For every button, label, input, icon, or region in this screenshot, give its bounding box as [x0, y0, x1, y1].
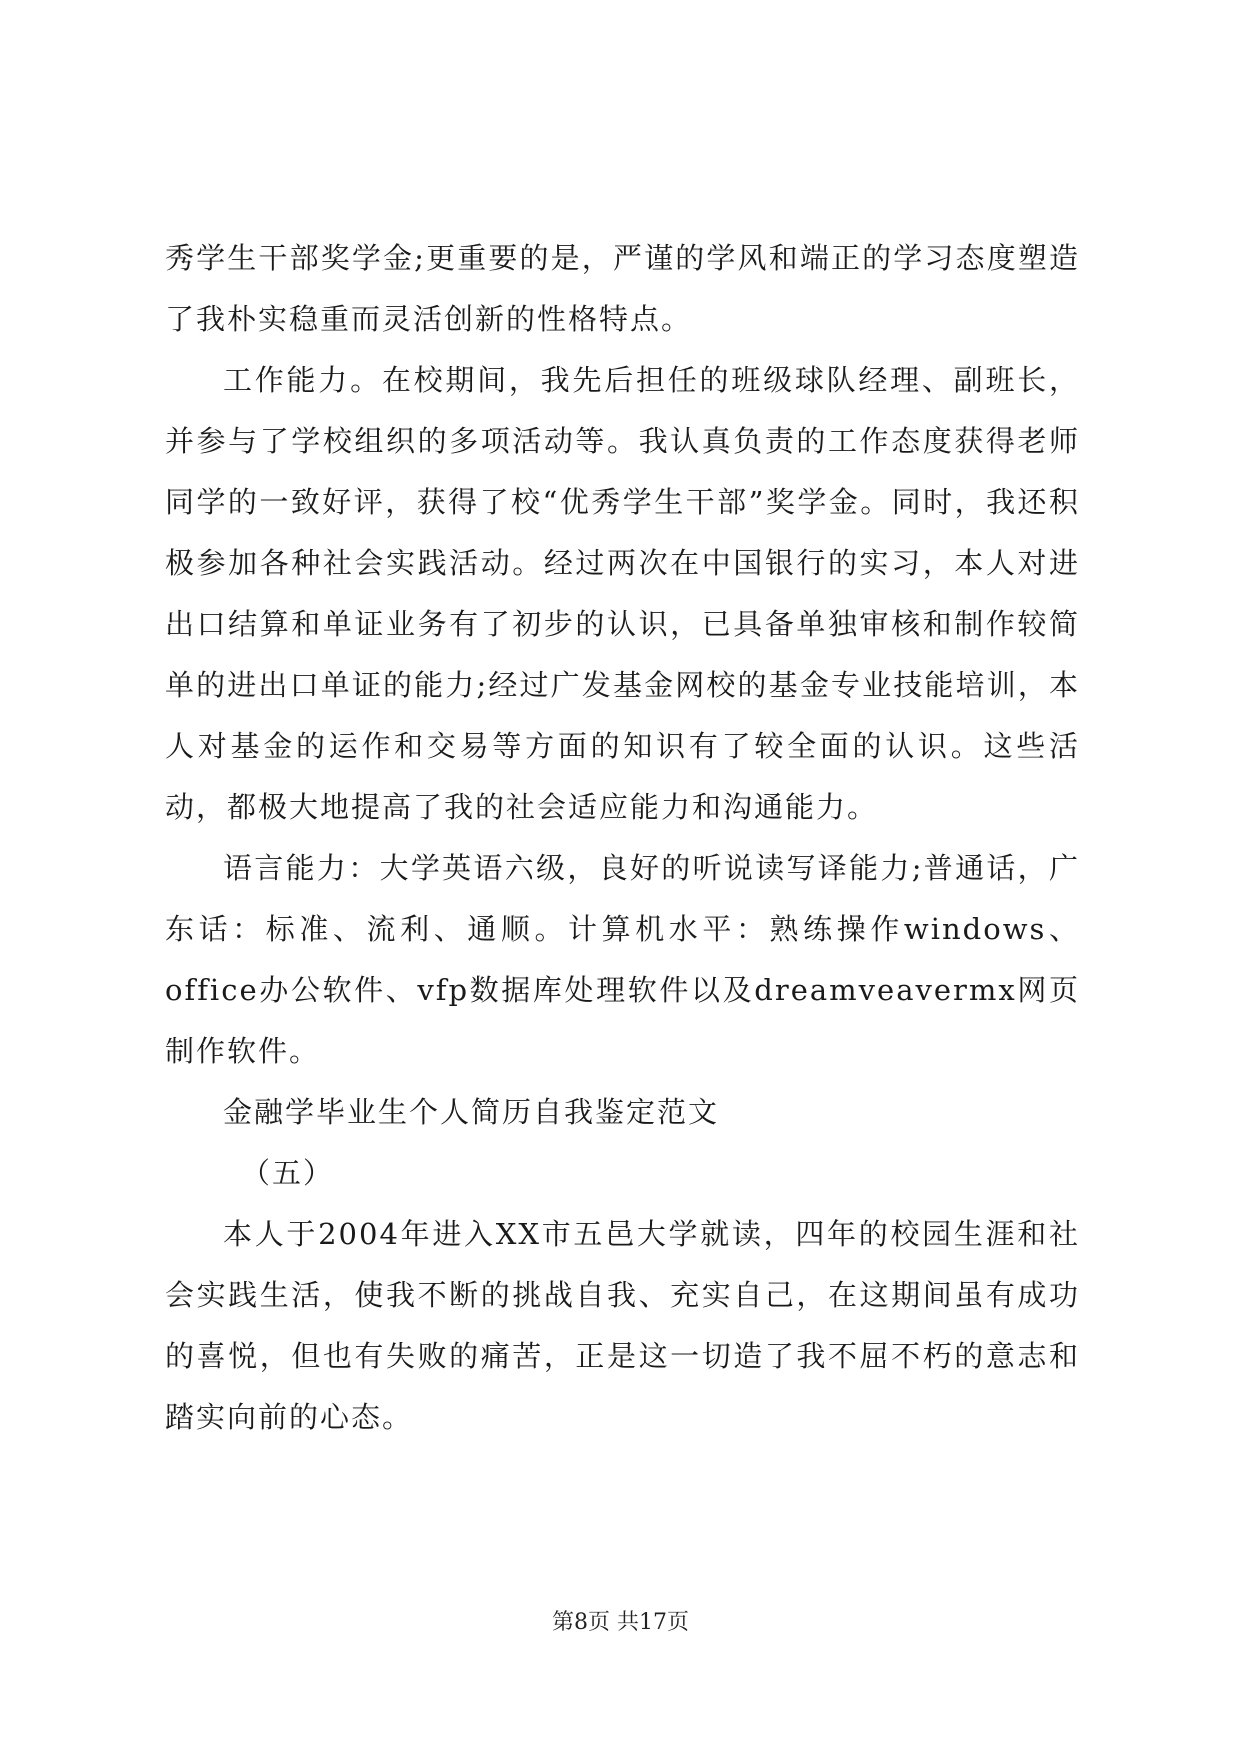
- page-footer: [0, 1608, 1241, 1638]
- paragraph-language-ability: 语言能力：大学英语六级，良好的听说读写译能力;普通话，广东话：标准、流利、通顺。计算机水平：熟练操作windows、office办公软件、vfp数据库处理软件以及dreamveavermx网页制作软件。: [165, 851, 1080, 1068]
- document-body: [165, 228, 1080, 1448]
- paragraph-work-ability: 工作能力。在校期间，我先后担任的班级球队经理、副班长，并参与了学校组织的多项活动等。我认真负责的工作态度获得老师同学的一致好评，获得了校“优秀学生干部”奖学金。同时，我还积极参加各种社会实践活动。经过两次在中国银行的实习，本人对进出口结算和单证业务有了初步的认识，已具备单独审核和制作较简单的进出口单证的能力;经过广发基金网校的基金专业技能培训，本人对基金的运作和交易等方面的知识有了较全面的认识。这些活动，都极大地提高了我的社会适应能力和沟通能力。: [165, 363, 1080, 824]
- paragraph-continuation: 秀学生干部奖学金;更重要的是，严谨的学风和端正的学习态度塑造了我朴实稳重而灵活创新的性格特点。: [165, 241, 1080, 336]
- section-number: （五）: [241, 1156, 335, 1190]
- paragraph-introduction: 本人于2004年进入XX市五邑大学就读，四年的校园生涯和社会实践生活，使我不断的挑战自我、充实自己，在这期间虽有成功的喜悦，但也有失败的痛苦，正是这一切造了我不屈不朽的意志和踏实向前的心态。: [165, 1217, 1080, 1434]
- section-heading: 金融学毕业生个人简历自我鉴定范文: [223, 1095, 720, 1129]
- page-number: 第8页 共17页: [552, 1610, 689, 1635]
